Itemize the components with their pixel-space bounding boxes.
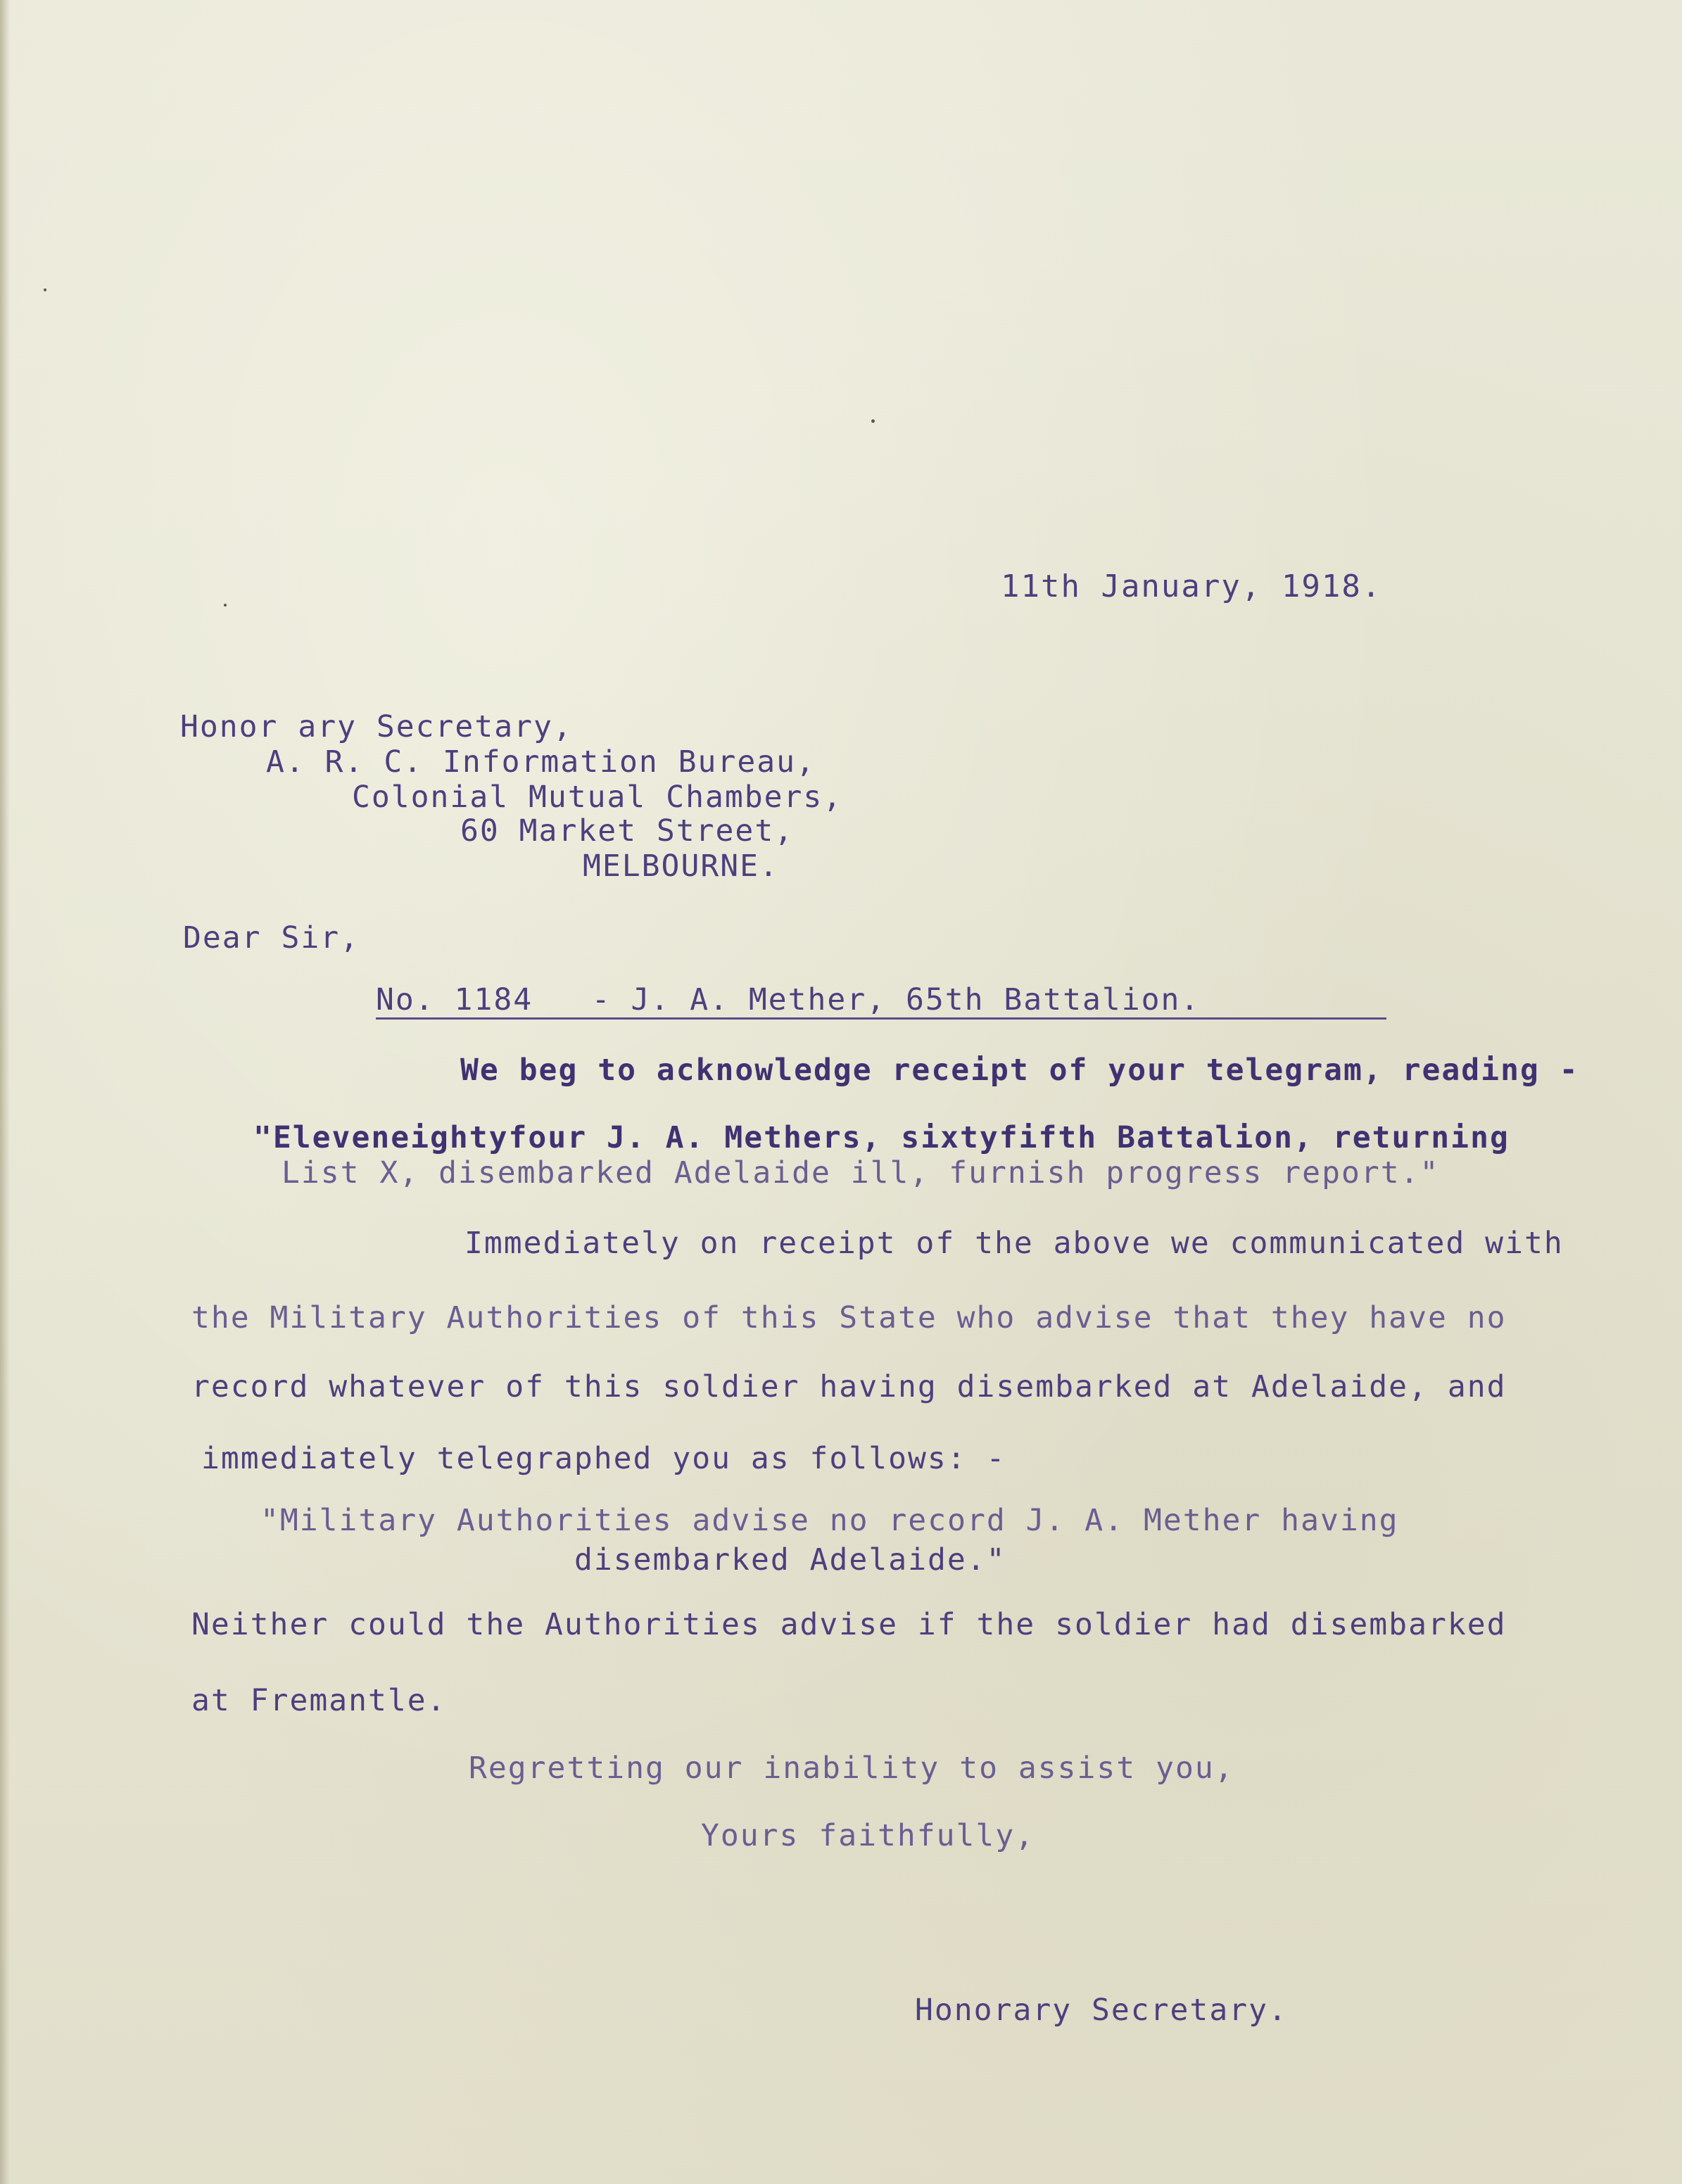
paper-speck	[871, 419, 875, 423]
address-line-3: Colonial Mutual Chambers,	[352, 780, 843, 815]
paper-speck	[224, 604, 227, 607]
page-edge-shadow	[0, 0, 10, 2184]
paragraph-2-line-1: Immediately on receipt of the above we communicated with	[464, 1226, 1564, 1261]
quote-1-line-1: "Eleveneightyfour J. A. Methers, sixtyfifth Battalion, returning	[253, 1120, 1510, 1155]
closing-regret: Regretting our inability to assist you,	[469, 1751, 1234, 1786]
quote-2-line-2: disembarked Adelaide."	[574, 1542, 1006, 1577]
paragraph-3-line-1: Neither could the Authorities advise if the soldier had disembarked	[191, 1607, 1507, 1642]
signature-title: Honorary Secretary.	[915, 1993, 1288, 2028]
paragraph-2-line-4: immediately telegraphed you as follows: -	[201, 1441, 1006, 1476]
paragraph-2-line-3: record whatever of this soldier having disembarked at Adelaide, and	[191, 1369, 1507, 1404]
address-line-2: A. R. C. Information Bureau,	[266, 744, 816, 780]
paragraph-1: We beg to acknowledge receipt of your telegram, reading -	[460, 1053, 1579, 1088]
subject-line: No. 1184 - J. A. Mether, 65th Battalion.	[376, 982, 1201, 1017]
quote-2-line-1: "Military Authorities advise no record J. A. Mether having	[260, 1503, 1399, 1538]
closing-yours: Yours faithfully,	[701, 1818, 1035, 1853]
quote-1-line-2: List X, disembarked Adelaide ill, furnish progress report."	[282, 1155, 1440, 1191]
address-line-4: 60 Market Street,	[460, 813, 795, 849]
subject-underline	[376, 1017, 1386, 1020]
paragraph-2-line-2: the Military Authorities of this State who advise that they have no	[191, 1300, 1507, 1335]
paper-speck	[44, 288, 46, 291]
paragraph-3-line-2: at Fremantle.	[191, 1683, 447, 1718]
salutation: Dear Sir,	[183, 920, 360, 956]
address-line-5: MELBOURNE.	[583, 849, 779, 884]
address-line-1: Honor ary Secretary,	[180, 709, 573, 744]
letter-date: 11th January, 1918.	[1001, 569, 1382, 604]
